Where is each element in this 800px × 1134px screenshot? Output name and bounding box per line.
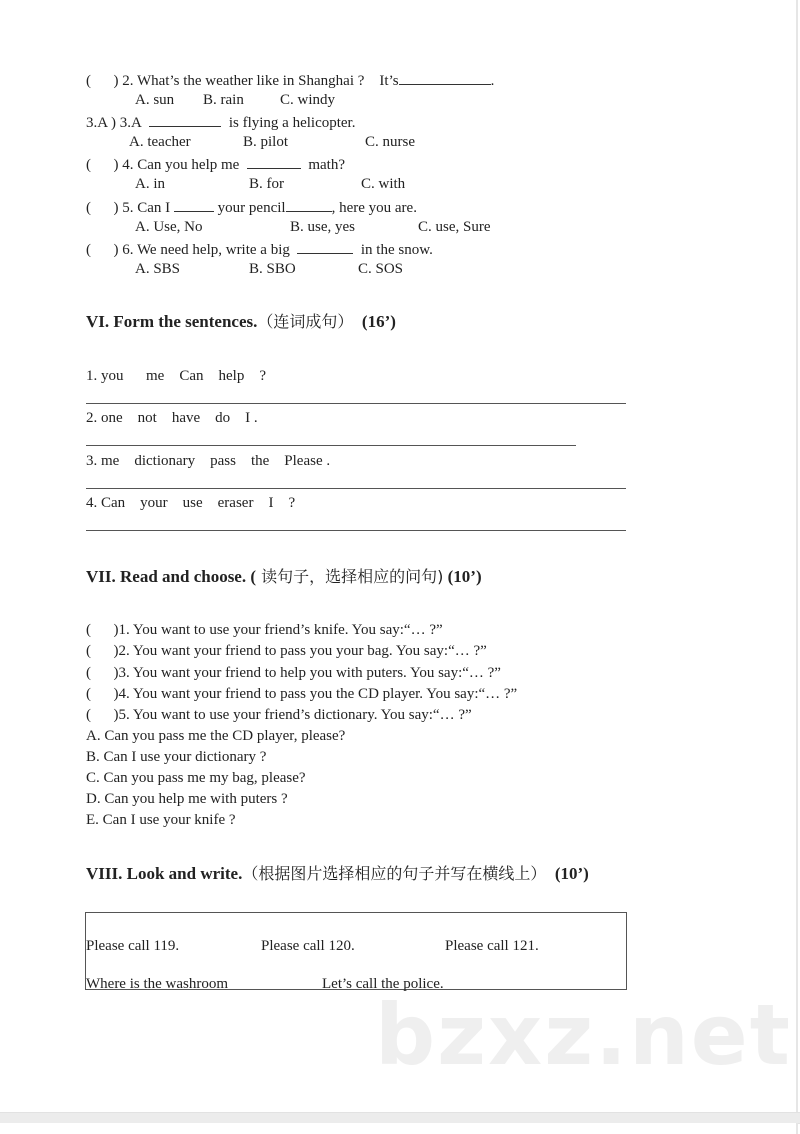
answer-line-4[interactable] — [86, 530, 626, 531]
section-title-cn: 读句子，选择相应的问句) — [256, 567, 444, 586]
question-number: ( ) 6. — [86, 242, 134, 258]
section-title: VII. Read and choose. ( — [86, 567, 257, 586]
next-page-edge — [0, 1123, 798, 1134]
option-a: A. in — [135, 176, 165, 192]
section-title: VI. Form the sentences. — [86, 312, 258, 331]
question-4 — [86, 154, 345, 174]
question-text: Can I — [133, 200, 171, 216]
option-a: A. SBS — [135, 261, 181, 277]
option-b: B. SBO — [249, 261, 296, 277]
section-title-cn: （根据图片选择相应的句子并写在横线上） — [242, 864, 547, 883]
answer-option-d: D. Can you help me with puters ? — [86, 791, 288, 807]
section-points: (10’) — [554, 864, 589, 883]
question-text-mid: your pencil — [217, 200, 286, 216]
situation-3: ( )3. You want your friend to help you with puters. You say:“… ?” — [86, 665, 501, 681]
answer-blank[interactable] — [149, 112, 221, 127]
option-a: A. teacher — [129, 134, 191, 150]
question-5 — [86, 197, 417, 217]
option-c: C. with — [361, 176, 406, 192]
option-a: A. sun — [135, 92, 175, 108]
section-points: (16’) — [361, 312, 396, 331]
question-3 — [86, 112, 355, 132]
scrambled-sentence-2: 2. one not have do I . — [86, 410, 258, 426]
section-vi-heading — [86, 312, 396, 332]
choice-call-police: Let’s call the police. — [322, 976, 444, 992]
answer-blank-1[interactable] — [174, 197, 214, 212]
answer-blank[interactable] — [399, 70, 491, 85]
answer-blank[interactable] — [247, 154, 301, 169]
section-title: VIII. Look and write. — [86, 864, 243, 883]
question-text-end: , here you are. — [331, 200, 417, 216]
option-c: C. windy — [280, 92, 336, 108]
question-text-end: math? — [308, 157, 345, 173]
option-c: C. nurse — [365, 134, 415, 150]
option-b: B. pilot — [243, 134, 289, 150]
option-c: C. use, Sure — [418, 219, 491, 235]
situation-4: ( )4. You want your friend to pass you the CD player. You say:“… ?” — [86, 686, 518, 702]
answer-line-2[interactable] — [86, 445, 576, 446]
section-points: (10’) — [443, 567, 482, 586]
answer-option-b: B. Can I use your dictionary ? — [86, 749, 267, 765]
question-text: We need help, write a big — [133, 242, 290, 258]
choice-please-call-119: Please call 119. — [86, 938, 180, 954]
scrambled-sentence-3: 3. me dictionary pass the Please . — [86, 453, 331, 469]
answer-blank[interactable] — [297, 239, 353, 254]
option-b: B. for — [249, 176, 284, 192]
question-6 — [86, 239, 433, 259]
situation-1: ( )1. You want to use your friend’s knife. You say:“… ?” — [86, 622, 443, 638]
answer-option-e: E. Can I use your knife ? — [86, 812, 236, 828]
scrambled-sentence-1: 1. you me Can help ? — [86, 368, 266, 384]
question-number: ( ) 4. — [86, 157, 134, 173]
answer-option-c: C. Can you pass me my bag, please? — [86, 770, 306, 786]
section-title-cn: （连词成句） — [257, 312, 354, 331]
option-c: C. SOS — [358, 261, 404, 277]
question-text: Can you help me — [133, 157, 240, 173]
option-a: A. Use, No — [135, 219, 203, 235]
answer-option-a: A. Can you pass me the CD player, please? — [86, 728, 346, 744]
question-number: 3.A ) 3.A — [86, 115, 142, 131]
section-viii-heading — [86, 864, 589, 884]
watermark: bzxz.net — [375, 986, 792, 1084]
option-b: B. use, yes — [290, 219, 355, 235]
choice-please-call-120: Please call 120. — [261, 938, 355, 954]
choice-please-call-121: Please call 121. — [445, 938, 539, 954]
question-text-end: . — [490, 73, 495, 89]
question-2 — [86, 70, 494, 90]
scrambled-sentence-4: 4. Can your use eraser I ? — [86, 495, 296, 511]
section-vii-heading — [86, 567, 482, 587]
choice-where-is-washroom: Where is the washroom — [86, 976, 229, 992]
option-b: B. rain — [203, 92, 244, 108]
question-text: What’s the weather like in Shanghai ? It’s — [133, 73, 399, 89]
answer-line-1[interactable] — [86, 403, 626, 404]
situation-2: ( )2. You want your friend to pass you your bag. You say:“… ?” — [86, 643, 487, 659]
situation-5: ( )5. You want to use your friend’s dictionary. You say:“… ?” — [86, 707, 472, 723]
question-number: ( ) 2. — [86, 73, 134, 89]
answer-blank-2[interactable] — [286, 197, 332, 212]
question-text: is flying a helicopter. — [228, 115, 356, 131]
answer-line-3[interactable] — [86, 488, 626, 489]
question-number: ( ) 5. — [86, 200, 134, 216]
question-text-end: in the snow. — [360, 242, 433, 258]
